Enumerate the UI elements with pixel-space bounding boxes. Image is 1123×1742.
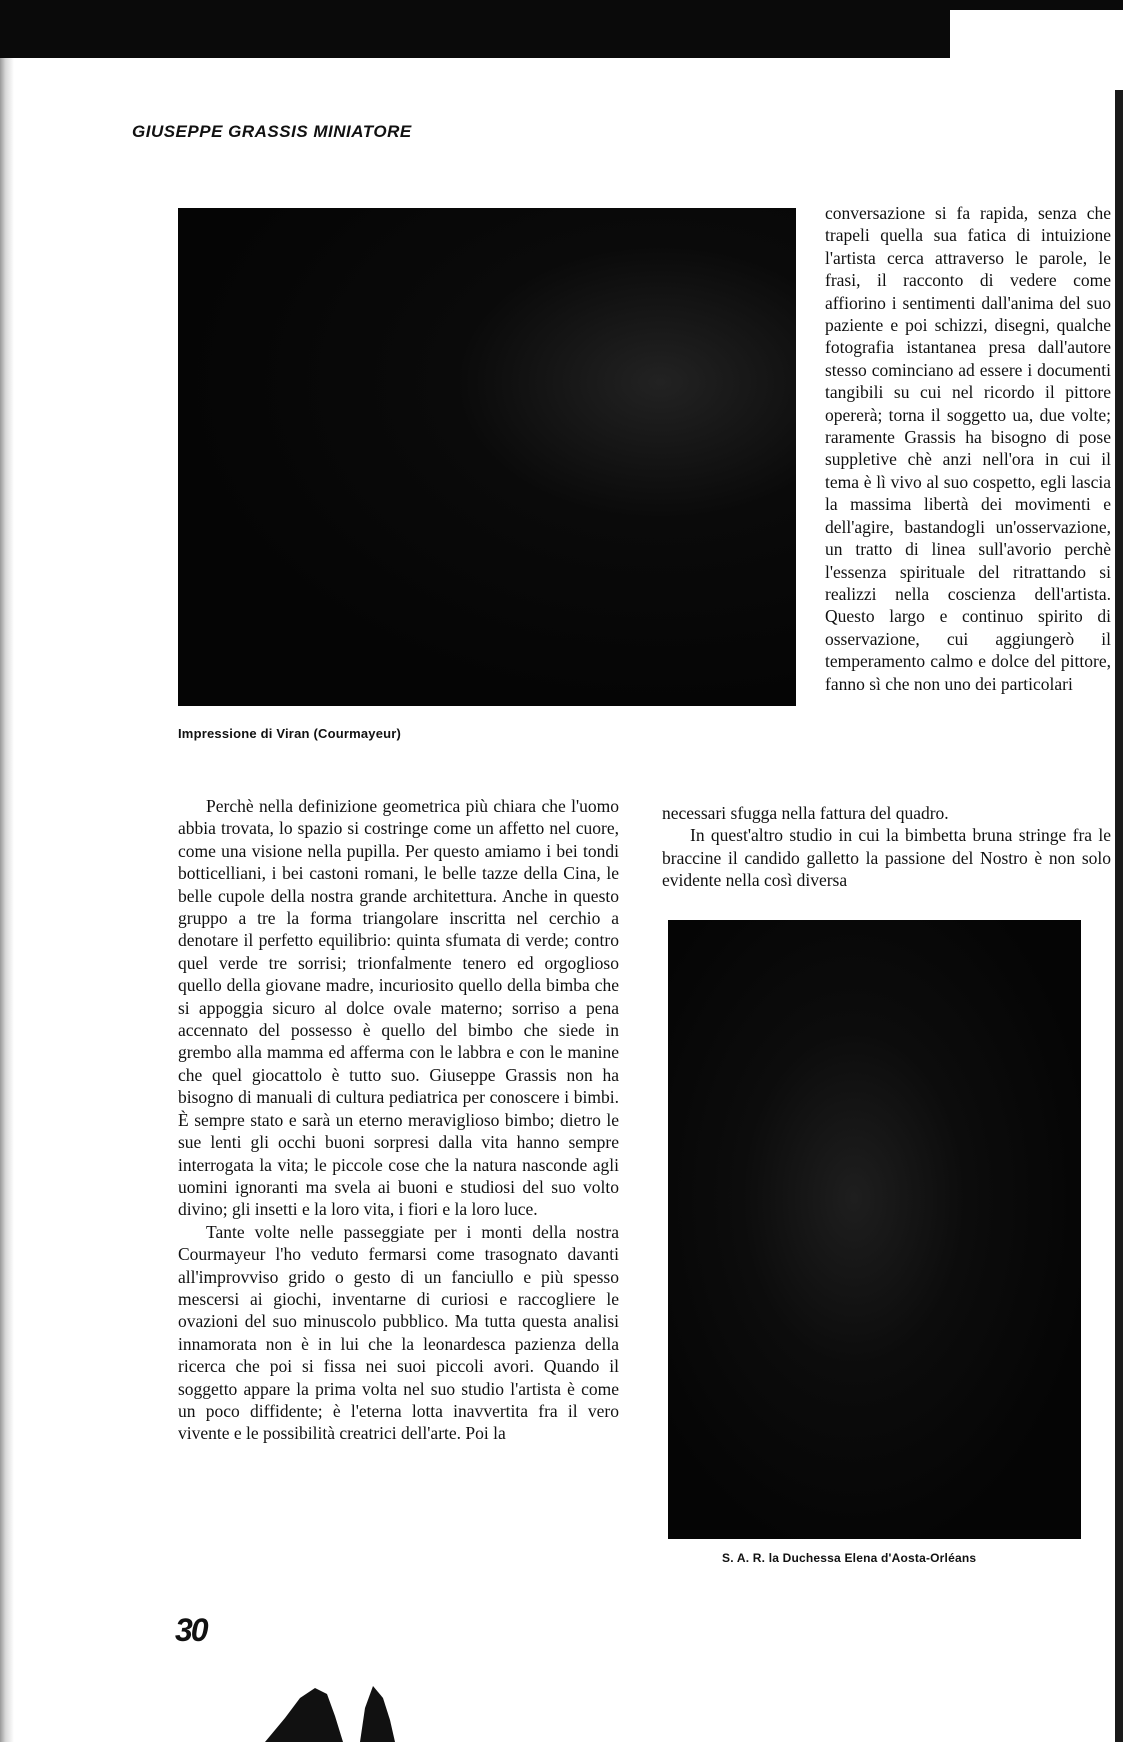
continuation-line: necessari sfugga nella fattura del quadro. — [662, 803, 949, 823]
bottom-ink-blot — [255, 1658, 410, 1742]
left-paragraph-1: Perchè nella definizione geometrica più chiara che l'uomo abbia trovata, lo spazio si costringe come un affetto nel cuore, come una visione nella pupilla. Per questo amiamo i bei tondi botticelliani, i bei castoni romani, le belle tazze della Cina, le belle cupole della nostra grande architettura. Anche in questo gruppo a tre la forma triangolare inscritta nel cerchio a denotare il perfetto equilibrio: quinta sfumata di verde; contro quel verde tre sorrisi; trionfalmente tenero ed orgoglioso quello della giovane madre, incuriosito quello della bimba che si appoggia sicuro al dolce ovale materno; sorriso a pena accennato del possesso è quello del bimbo che siede in grembo alla mamma ed afferma con le labbra e con le manine che quel giocattolo è tutto suo. Giuseppe Grassis non ha bisogno di manuali di cultura pediatrica per conoscere i bimbi. È sempre stato e sarà un eterno meraviglioso bimbo; dietro le sue lenti gli occhi buoni sorpresi dalla vita hanno sempre interrogata la vita; le piccole cose che la natura nasconde agli uomini ignoranti ma svela ai buoni e studiosi del suo volto divino; gli insetti e la loro vita, i fiori e la loro luce. — [178, 796, 619, 1220]
portrait-photograph — [668, 920, 1081, 1539]
top-dark-border — [0, 0, 950, 58]
right-column-continuation — [662, 802, 1111, 892]
figure-caption-1: Impressione di Viran (Courmayeur) — [178, 726, 402, 741]
landscape-photograph — [178, 208, 796, 706]
figure-caption-2: S. A. R. la Duchessa Elena d'Aosta-Orléans — [722, 1551, 977, 1565]
right-paragraph: conversazione si fa rapida, senza che trapeli quella sua fatica di intuizione l'artista cerca attraverso le parole, le frasi, il racconto di vedere come affiorino i sentimenti dall'anima del suo paziente e poi schizzi, disegni, qualche fotografia istantanea presa dall'autore stesso cominciano ad essere i documenti tangibili su cui nel ricordo il pittore opererà; torna il soggetto ua, due volte; raramente Grassis ha bisogno di pose suppletive chè anzi nell'ora in cui il tema è lì vivo al suo cospetto, egli lascia la massima libertà dei movimenti e dell'agire, bastandogli un'osservazione, un tratto di linea sull'avorio perchè l'essenza spirituale del ritrattando si realizzi nella coscienza dell'artista. Questo largo e continuo spirito di osservazione, cui aggiungerò il temperamento calmo e dolce del pittore, fanno sì che non uno dei particolari — [825, 203, 1111, 694]
left-page-shadow — [0, 58, 14, 1742]
top-right-border — [950, 0, 1123, 10]
page-number: 30 — [175, 1612, 207, 1648]
continuation-paragraph: In quest'altro studio in cui la bimbetta bruna stringe fra le braccine il candido galletto la passione del Nostro è non solo evidente nella così diversa — [662, 825, 1111, 891]
right-column-text — [825, 202, 1111, 695]
running-title: GIUSEPPE GRASSIS MINIATORE — [132, 122, 412, 141]
right-dark-edge — [1115, 90, 1123, 1742]
left-column-text — [178, 795, 619, 1445]
left-paragraph-2: Tante volte nelle passeggiate per i monti della nostra Courmayeur l'ho veduto fermarsi come trasognato davanti all'improvviso grido o gesto di un fanciullo e più spesso mescersi ai giochi, inventarne di curiosi e raccogliere le ovazioni del suo minuscolo pubblico. Ma tutta questa analisi innamorata non è in lui che la leonardesca pazienza della ricerca che poi si fissa nei suoi piccoli avori. Quando il soggetto appare la prima volta nel suo studio l'artista è come un poco diffidente; è l'eterna lotta inavvertita fra il vero vivente e le possibilità creatrici dell'arte. Poi la — [178, 1221, 619, 1444]
